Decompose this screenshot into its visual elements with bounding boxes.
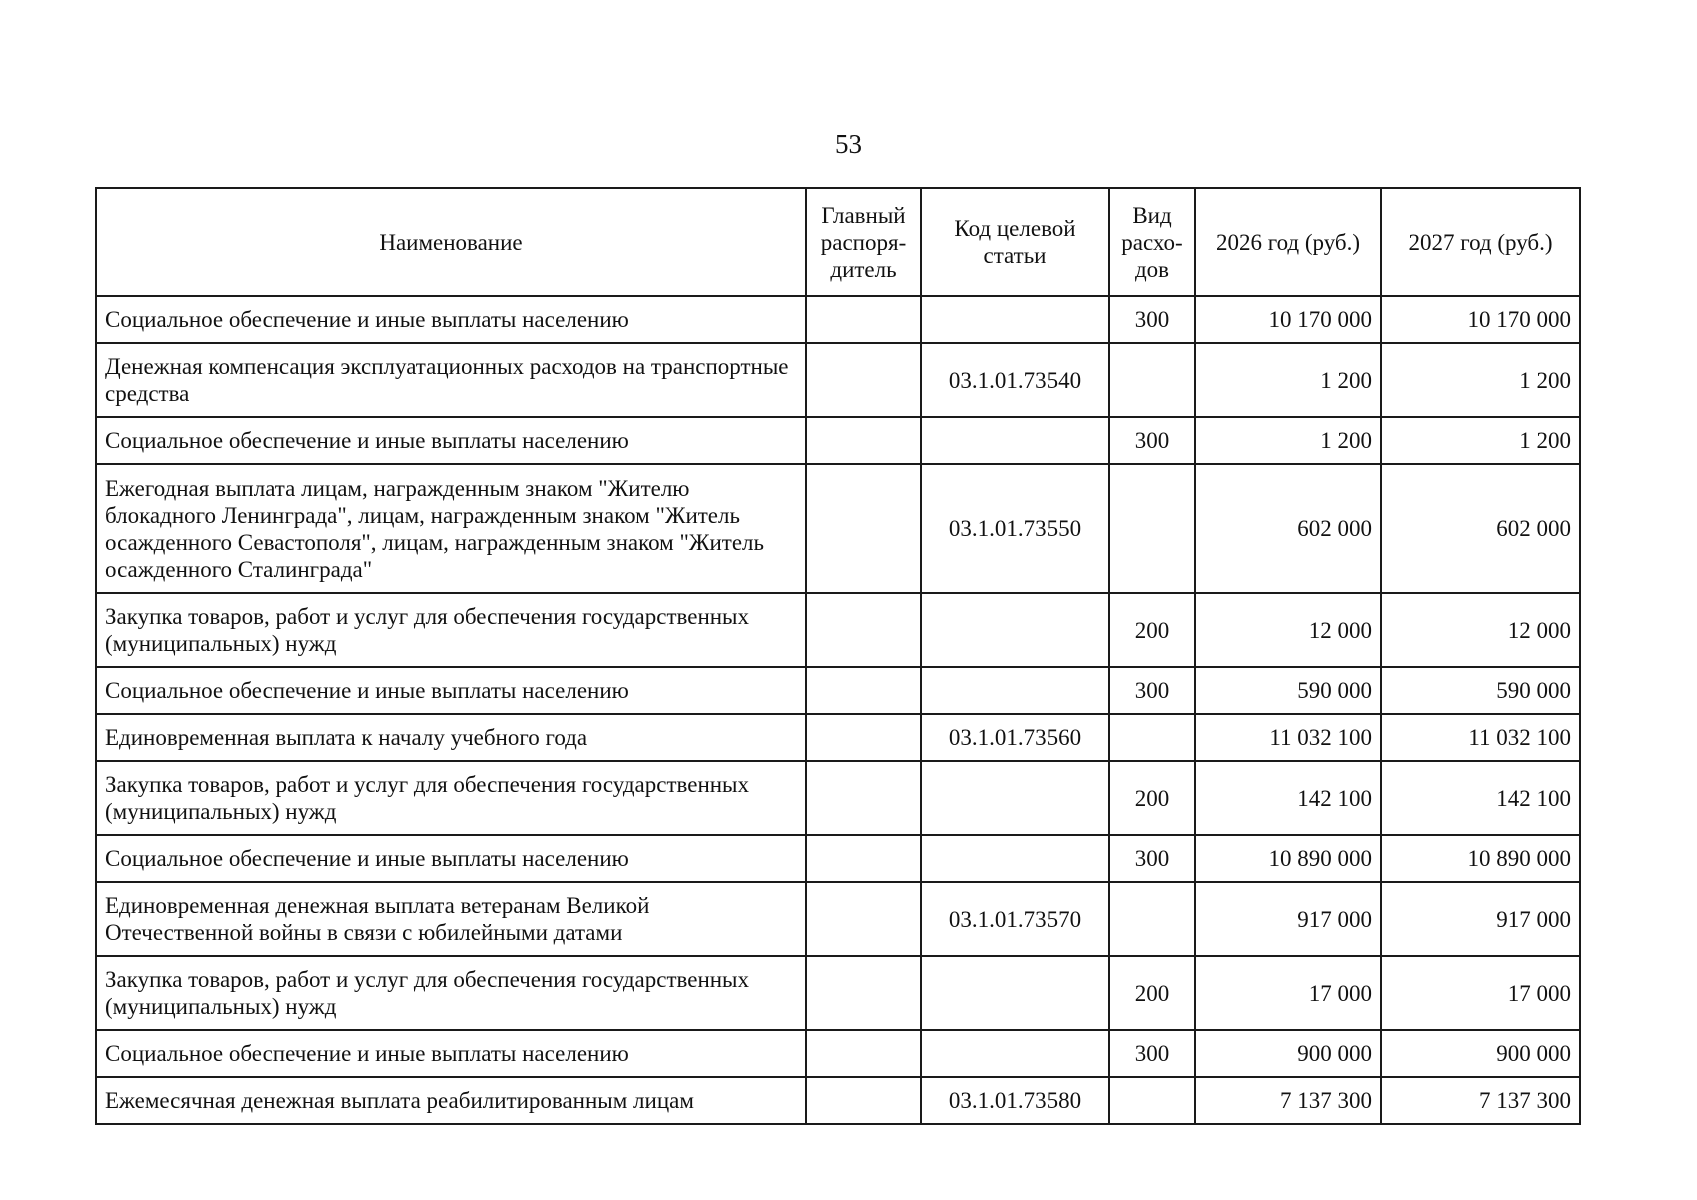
cell-2026: 7 137 300 [1195, 1077, 1381, 1124]
budget-table [95, 187, 1581, 1125]
cell-code: 03.1.01.73560 [921, 714, 1109, 761]
header-name: Наименование [96, 188, 806, 296]
cell-kind: 300 [1109, 835, 1195, 882]
cell-2027: 1 200 [1381, 417, 1580, 464]
cell-kind: 300 [1109, 1030, 1195, 1077]
cell-2027: 10 170 000 [1381, 296, 1580, 343]
table-body [96, 296, 1580, 1124]
header-year-2027: 2027 год (руб.) [1381, 188, 1580, 296]
cell-code [921, 593, 1109, 667]
cell-2027: 590 000 [1381, 667, 1580, 714]
table-row [96, 714, 1580, 761]
cell-2026: 1 200 [1195, 417, 1381, 464]
table-row [96, 296, 1580, 343]
cell-2026: 602 000 [1195, 464, 1381, 593]
cell-name: Социальное обеспечение и иные выплаты населению [96, 835, 806, 882]
cell-kind: 200 [1109, 593, 1195, 667]
cell-kind: 300 [1109, 296, 1195, 343]
cell-kind [1109, 714, 1195, 761]
cell-code: 03.1.01.73550 [921, 464, 1109, 593]
cell-2026: 10 170 000 [1195, 296, 1381, 343]
cell-2027: 1 200 [1381, 343, 1580, 417]
cell-manager [806, 882, 921, 956]
cell-name: Социальное обеспечение и иные выплаты населению [96, 1030, 806, 1077]
cell-code: 03.1.01.73580 [921, 1077, 1109, 1124]
table-header [96, 188, 1580, 296]
cell-2027: 10 890 000 [1381, 835, 1580, 882]
cell-2026: 917 000 [1195, 882, 1381, 956]
cell-name: Ежемесячная денежная выплата реабилитированным лицам [96, 1077, 806, 1124]
cell-manager [806, 296, 921, 343]
cell-name: Социальное обеспечение и иные выплаты населению [96, 296, 806, 343]
header-row [96, 188, 1580, 296]
cell-code: 03.1.01.73540 [921, 343, 1109, 417]
cell-2026: 1 200 [1195, 343, 1381, 417]
cell-code [921, 667, 1109, 714]
cell-kind [1109, 882, 1195, 956]
cell-kind [1109, 1077, 1195, 1124]
cell-name: Закупка товаров, работ и услуг для обеспечения государственных (муниципальных) нужд [96, 761, 806, 835]
cell-2026: 11 032 100 [1195, 714, 1381, 761]
cell-name: Социальное обеспечение и иные выплаты населению [96, 667, 806, 714]
cell-manager [806, 667, 921, 714]
table-row [96, 882, 1580, 956]
cell-2026: 12 000 [1195, 593, 1381, 667]
table-row [96, 1030, 1580, 1077]
cell-2027: 900 000 [1381, 1030, 1580, 1077]
cell-2027: 7 137 300 [1381, 1077, 1580, 1124]
cell-manager [806, 714, 921, 761]
cell-kind: 300 [1109, 417, 1195, 464]
cell-name: Денежная компенсация эксплуатационных расходов на транспортные средства [96, 343, 806, 417]
cell-2027: 602 000 [1381, 464, 1580, 593]
cell-2027: 142 100 [1381, 761, 1580, 835]
table-row [96, 464, 1580, 593]
cell-name: Единовременная денежная выплата ветеранам Великой Отечественной войны в связи с юбилейными датами [96, 882, 806, 956]
cell-2026: 900 000 [1195, 1030, 1381, 1077]
cell-kind: 200 [1109, 956, 1195, 1030]
cell-code [921, 956, 1109, 1030]
cell-name: Ежегодная выплата лицам, награжденным знаком "Жителю блокадного Ленинграда", лицам, награжденным знаком "Житель осажденного Севастополя", лицам, награжденным знаком "Житель осажденного Сталинграда" [96, 464, 806, 593]
cell-2027: 917 000 [1381, 882, 1580, 956]
cell-code [921, 835, 1109, 882]
cell-manager [806, 835, 921, 882]
cell-2027: 11 032 100 [1381, 714, 1580, 761]
cell-manager [806, 1030, 921, 1077]
table-row [96, 667, 1580, 714]
cell-code [921, 1030, 1109, 1077]
cell-name: Социальное обеспечение и иные выплаты населению [96, 417, 806, 464]
table-row [96, 417, 1580, 464]
table-row [96, 956, 1580, 1030]
cell-code [921, 417, 1109, 464]
header-target-code: Код целевой статьи [921, 188, 1109, 296]
cell-2026: 590 000 [1195, 667, 1381, 714]
cell-kind: 200 [1109, 761, 1195, 835]
cell-2026: 10 890 000 [1195, 835, 1381, 882]
table-row [96, 835, 1580, 882]
cell-kind: 300 [1109, 667, 1195, 714]
cell-kind [1109, 464, 1195, 593]
cell-2026: 142 100 [1195, 761, 1381, 835]
cell-manager [806, 417, 921, 464]
cell-name: Закупка товаров, работ и услуг для обеспечения государственных (муниципальных) нужд [96, 593, 806, 667]
table-row [96, 343, 1580, 417]
cell-manager [806, 1077, 921, 1124]
cell-code [921, 296, 1109, 343]
cell-manager [806, 343, 921, 417]
table-row [96, 593, 1580, 667]
cell-name: Закупка товаров, работ и услуг для обеспечения государственных (муниципальных) нужд [96, 956, 806, 1030]
cell-name: Единовременная выплата к началу учебного года [96, 714, 806, 761]
header-year-2026: 2026 год (руб.) [1195, 188, 1381, 296]
cell-manager [806, 464, 921, 593]
cell-kind [1109, 343, 1195, 417]
cell-code [921, 761, 1109, 835]
table-row [96, 1077, 1580, 1124]
cell-code: 03.1.01.73570 [921, 882, 1109, 956]
cell-manager [806, 593, 921, 667]
cell-2027: 17 000 [1381, 956, 1580, 1030]
cell-2027: 12 000 [1381, 593, 1580, 667]
table-row [96, 761, 1580, 835]
header-expense-type: Вид расхо-дов [1109, 188, 1195, 296]
header-main-manager: Главный распоря-дитель [806, 188, 921, 296]
cell-manager [806, 761, 921, 835]
cell-2026: 17 000 [1195, 956, 1381, 1030]
page-number: 53 [835, 129, 862, 159]
cell-manager [806, 956, 921, 1030]
